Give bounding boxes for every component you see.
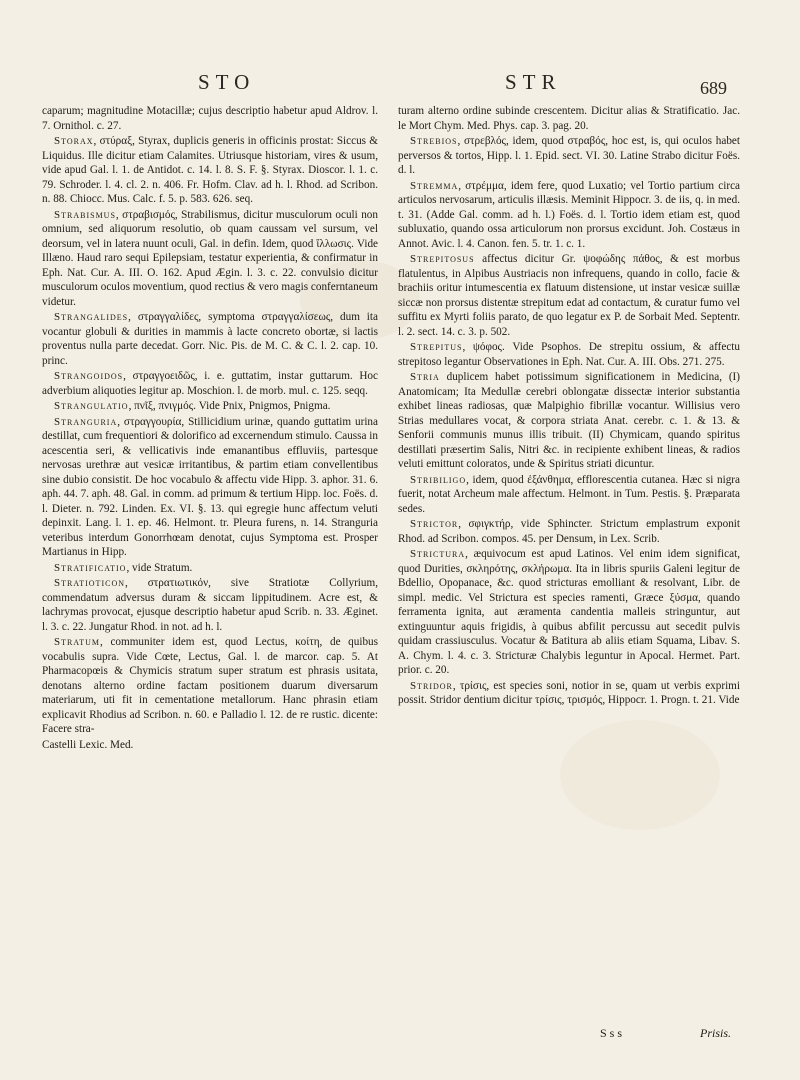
entry-headword: Strangulatio (54, 400, 129, 412)
entry-headword: Stratum (54, 636, 101, 648)
entry-text: , στρεβλός, idem, quod στραβός, hoc est, is, qui oculos habet perversos & tortos, Hipp. l. 1. Epid. sect. VI. 30. Latine Strabo dicitur Foës. d. l. (398, 135, 740, 176)
dictionary-entry (42, 561, 378, 576)
entry-text: turam alterno ordine subinde crescentem. Dicitur alias & Stratificatio. Jac. le Mort Chym. Med. Phys. cap. 3. pag. 20. (398, 105, 740, 132)
dictionary-entry (398, 179, 740, 252)
entry-text: , στύραξ, Styrax, duplicis generis in officinis prostat: Siccus & Liquidus. Ille dicitur etiam Calamites. Utriusque historiam, vires & usum, vide apud Gal. l. 1. de Antidot. c. 14. l. 8. S. F. §. Styrax. Dioscor. l. 1. c. 79. Schroder. l. 4. cl. 2. n. 406. Fr. Hofm. Clav. ad h. l. Rhod. ad Scribon. n. 88. Chiocc. Mus. Calc. f. 5. p. 583. 626. seq. (42, 135, 378, 205)
entry-text: , τρίσις, est species soni, notior in se, quam ut verbis exprimi possit. Stridor dentium dicitur τρίσις, τρισμός, Hippocr. 1. Progn. t. 21. Vide (398, 679, 740, 706)
entry-text: , στραβισμός, Strabilismus, dicitur musculorum oculi non omnium, sed aliquorum resolutio, ob quam caussam vel sursum, vel deorsum, vel in latera nuunt oculi, Gal. in defin. Idem, quod ἴλλωσις. Vide Illæno. Haud raro sequi Epilepsiam, testatur experientia, & confirmatur in Eph. Nat. Cur. A. III. O. 162. Apud Ægin. l. 3. c. 22. convulsio dicitur musculorum oculos moventium, quod rectius & vero magis conferntaneum videtur. (42, 208, 378, 308)
entry-headword: Stranguria (54, 415, 118, 428)
dictionary-entry (398, 547, 740, 678)
dictionary-entry (398, 473, 740, 517)
entry-text: , idem, quod ἐξάνθημα, efflorescentia cutanea. Hæc si nigra fuerit, notat Archeum male affectum. Helmont. in Tum. Pestis. §. Præparata sedes. (398, 473, 740, 515)
entry-headword: Strangalides (54, 311, 129, 323)
dictionary-entry (398, 340, 740, 369)
entry-headword: Stratificatio (54, 561, 127, 574)
entry-text: , στραγγαλίδες, symptoma στραγγαλίσεως, dum ita vocantur globuli & durities in mammis à lacte concreto obortæ, si lactis proventus nulla parte decedat. Gorr. Nic. Pis. de M. C. & C. l. 2. cap. 10. princ. (42, 311, 378, 367)
entry-text: affectus dicitur Gr. ψοφώδης πάθος, & est morbus flatulentus, in Alpibus Austriacis non infrequens, quando in collo, facie & brachiis oritur intumescentia ex flatuum distensione, ut instar vesicæ suillæ siccæ non prorsus distentæ strepitum edat ad contactum, & curatur fumo vel suffitu ex Myrti foliis parato, de quo legatur ex P. de Sorbait Med. Septentr. l. 2. sect. 14. c. 3. p. 502. (398, 253, 740, 338)
dictionary-entry (42, 415, 378, 560)
dictionary-entry (42, 399, 378, 414)
dictionary-entry (398, 679, 740, 708)
catchword: Prisis. (700, 1026, 732, 1040)
entry-text: , πνῖξ, πνιγμός. Vide Pnix, Pnigmos, Pnigma. (128, 400, 331, 412)
signature-mark: Sss (600, 1026, 626, 1040)
page-number: 689 (700, 78, 727, 98)
dictionary-entry (42, 576, 378, 634)
entry-headword: Stremma (410, 179, 459, 192)
entry-text: , στραγγουρία, Stillicidium urinæ, quando guttatim urina destillat, cum frequentiori & dolorifico ad excernendum stimulo. Caussa in acescentia seri, & vellicativis inde emanantibus effluviis, partesque nervosas urethræ aut vesicæ irritantibus, & partim etiam convellentibus sine dubio consistit. De hoc vocabulo & affectu vide Hipp. 3. aphor. 31. 6. aph. 44. 7. aph. 48. Gal. in comm. ad primum & tertium Hipp. loc. Foës. d. l. Dieter. n. 792. Linden. Ex. VI. §. 13. qui egregie hunc affectum veluti depinxit. Lang. l. 1. ep. 46. Helmont. tr. Pleura furens, n. 14. Stranguria veteribus interdum Gonorrhœam denotat, cujus Symptoma est. Prosper Martianus in Hipp. (42, 415, 378, 558)
dictionary-entry (398, 252, 740, 339)
entry-text: , æquivocum est apud Latinos. Vel enim idem significat, quod Durities, σκληρότης, σκλήρωμα. Ita in libris spuriis Galeni legitur de Bdellio, Opopanace, &c. quod stricturas emolliant & resolvant, Libr. de simpl. medic. Vel Strictura est species ramenti, Græce ξύσμα, quando ferramenta ignita, aut æramenta candentia malleis stringuntur, aut extinguuntur aquis frigidis, à quibus abfilit percussu aut secedit pulvis quidam crassiusculus. Vocatur & Batitura ab aliis etiam Squama, Libav. S. A. Chym. l. 4. c. 3. Stricturæ Chalybis leguntur in Apocal. Hermet. Part. prior. c. 20. (398, 548, 740, 676)
dictionary-entry (42, 310, 378, 368)
running-head-left: STO (198, 70, 256, 94)
entry-headword: Strepitus (410, 341, 463, 353)
entry-headword: Stria (410, 371, 440, 383)
paper-stain (560, 720, 720, 830)
entry-headword: Strabismus (54, 208, 116, 221)
entry-headword: Stribiligo (410, 473, 467, 486)
entry-headword: Strictor (410, 518, 459, 530)
entry-text: , στρέμμα, idem fere, quod Luxatio; vel Tortio partium circa articulos nervosarum, articulis illæsis. Meminit Hippocr. 3. de iis, q. in med. t. 31. (Adde Gal. comm. ad h. l.) Foës. d. l. Tortio idem etiam est, quod subluxatio, quando ossa articulorum non prorsus excidunt. Joh. Costæus in Annot. Avic. l. 4. Canon. fen. 5. tr. 1. c. 1. (398, 179, 740, 250)
dictionary-entry (42, 635, 378, 737)
entry-headword: Strepitosus (410, 253, 475, 265)
entry-text: caparum; magnitudine Motacillæ; cujus descriptio habetur apud Aldrov. l. 7. Ornithol. c. 27. (42, 105, 378, 132)
dictionary-entry (398, 104, 740, 133)
entry-headword: Strictura (410, 548, 466, 560)
dictionary-entry (42, 369, 378, 398)
entry-text: Castelli Lexic. Med. (42, 738, 134, 751)
entry-headword: Storax (54, 135, 94, 147)
dictionary-entry (42, 738, 378, 753)
running-head-right: STR (505, 70, 562, 94)
entry-headword: Stridor (410, 679, 453, 692)
entry-text: , σφιγκτήρ, vide Sphincter. Strictum emplastrum exponit Rhod. ad Scribon. compos. 45. per Densum, in Lex. Scrib. (398, 518, 740, 545)
dictionary-entry (42, 208, 378, 310)
entry-text: , vide Stratum. (126, 561, 193, 574)
entry-text: , communiter idem est, quod Lectus, κοίτη, de quibus vocabulis supra. Vide Cœte, Lectus, Gal. l. de marcor. cap. 5. At Pharmacopœis & Chymicis stratum super stratum est phrasis usitata, denotans alterno ordine factam positionem duarum diversarum materiarum, uti fit in cementatione metallorum. Hanc phrasin etiam explicavit Rhodius ad Scribon. n. 60. e Palladio l. 12. de re rustic. dicente: Facere stra- (42, 636, 378, 735)
dictionary-entry (42, 104, 378, 133)
left-column (42, 104, 378, 753)
entry-headword: Strangoidos (54, 370, 124, 382)
dictionary-entry (398, 134, 740, 178)
entry-text: duplicem habet potissimum significationem in Medicina, (I) Anatomicam; Ita Medullæ cerebri oblongatæ dissectæ interior substantia exhibet lineas radiosas, quæ Malpighio fibrillæ vocantur. Willisius vero Strias medullares vocat, & corpora striata Anat. cerebr. c. 1. & 13. & Senforii communis munus illis tribuit. (II) Chymicam, quando spiritus destillati præsertim Salis, Nitri &c. in recipiente exhibent lineas, & radios veluti emittunt coloratos, unde & Spiritus striati dicuntur. (398, 371, 740, 470)
entry-text: , στρατιωτικόν, sive Stratiotæ Collyrium, commendatum adversus duram & siccam lippitudinem. Acre est, & lachrymas provocat, ejusque descriptio habetur apud Scrib. n. 33. Æginet. l. 3. c. 22. Jungatur Rhod. in not. ad h. l. (42, 577, 378, 633)
dictionary-entry (398, 370, 740, 472)
running-header (0, 70, 800, 100)
entry-text: , στραγγοειδῶς, i. e. guttatim, instar guttarum. Hoc adverbium aliquoties legitur ap. Moschion. l. de morb. mul. c. 125. seqq. (42, 370, 378, 397)
dictionary-entry (42, 134, 378, 207)
entry-headword: Strebios (410, 135, 458, 147)
dictionary-entry (398, 517, 740, 546)
entry-text: , ψόφος. Vide Psophos. De strepitu ossium, & affectu strepitoso legantur Observationes in Eph. Nat. Cur. A. III. Obs. 271. 275. (398, 341, 740, 368)
right-column (398, 104, 740, 709)
entry-headword: Stratioticon (54, 577, 126, 589)
